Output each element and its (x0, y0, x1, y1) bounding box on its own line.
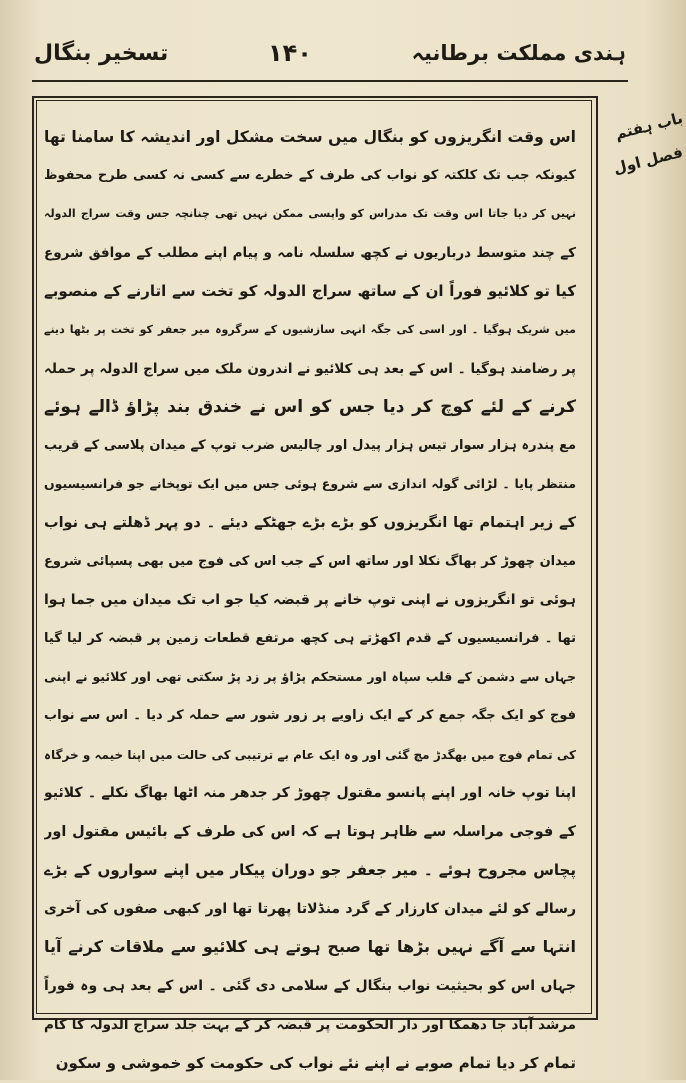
text-line: کرنے کے لئے کوچ کر دیا جس کو اس نے خندق بند پڑاؤ ڈالے ہوئے (44, 397, 576, 418)
page-header (34, 28, 626, 78)
text-line: میں شریک ہوگیا ۔ اور اسی کی جگہ انہی سازشیوں کے سرگروہ میر جعفر کو تخت پر بٹھا دینے (44, 322, 576, 336)
text-line: فوج کو ایک جگہ جمع کر کے ایک زاویے پر زور شور سے حملہ کر دیا ۔ اس سے نواب (44, 707, 576, 723)
text-line: جہاں سے دشمن کے قلب سپاہ اور مستحکم پڑاؤ پر زد پڑ سکتی تھی اور کلائیو نے اپنی (44, 669, 576, 685)
text-line: رسالے کو لئے میدان کارزار کے گرد منڈلاتا پھرتا تھا اور کبھی صفوں کی آخری (44, 900, 576, 917)
text-line: کی تمام فوج میں بھگدڑ مچ گئی اور وہ ایک عام بے ترتیبی کی حالت میں اپنا خیمہ و خرگاہ (44, 747, 576, 762)
margin-note (602, 108, 685, 178)
text-line: منتظر پایا ۔ لڑائی گولہ اندازی سے شروع ہوئی جس میں ایک توپخانے جو فرانسیسیوں (44, 476, 576, 492)
margin-section-label: فصل اول (611, 142, 685, 178)
margin-chapter-label: باب ہفتم (613, 108, 685, 144)
book-title: ہندی مملکت برطانیہ (411, 41, 626, 65)
text-line: مرشد آباد جا دھمکا اور دار الحکومت پر قبضہ کر کے بہت جلد سراج الدولہ کا کام (44, 1016, 576, 1033)
text-line: پر رضامند ہوگیا ۔ اس کے بعد ہی کلائیو نے اندرون ملک میں سراج الدولہ پر حملہ (44, 360, 576, 377)
text-line: کیا تو کلائیو فوراً ان کے ساتھ سراج الدولہ کو تخت سے اتارنے کے منصوبے (44, 282, 576, 301)
text-line: اپنا توپ خانہ اور اپنے پانسو مقتول چھوڑ کر جدھر منہ اٹھا بھاگ نکلے ۔ کلائیو (44, 785, 576, 802)
running-title: تسخیر بنگال (34, 40, 169, 66)
page-number: ۱۴۰ (267, 39, 312, 67)
text-line: انتہا سے آگے نہیں بڑھا تھا صبح ہوتے ہی کلائیو سے ملاقات کرنے آیا (44, 937, 576, 957)
text-line: کے زیر اہتمام تھا انگریزوں کو بڑے بڑے جھٹکے دیئے ۔ دو پہر ڈھلتے ہی نواب (44, 514, 576, 531)
text-line: کے چند متوسط درباریوں نے کچھ سلسلہ نامہ و پیام اپنے مطلب کے موافق شروع (44, 244, 576, 261)
text-line: اس وقت انگریزوں کو بنگال میں سخت مشکل اور اندیشہ کا سامنا تھا (44, 128, 576, 146)
text-line: پچاس مجروح ہوئے ۔ میر جعفر جو دوران پیکار میں اپنے سواروں کے بڑے (44, 861, 576, 880)
text-line: جہاں اس کو بحیثیت نواب بنگال کے سلامی دی گئی ۔ اس کے بعد ہی وہ فوراً (44, 978, 576, 995)
text-line: کے فوجی مراسلہ سے ظاہر ہوتا ہے کہ اس کی طرف کے بائیس مقتول اور (44, 823, 576, 840)
text-line: نہیں کر دیا جاتا اس وقت تک مدراس کو واپسی ممکن نہیں تھی چنانچہ جس وقت سراج الدولہ (44, 207, 576, 221)
text-line: تھا ۔ فرانسیسیوں کے قدم اکھڑتے ہی کچھ مرتفع قطعات زمین پر قبضہ کر لیا گیا (44, 630, 576, 646)
text-line: ہوئی تو انگریزوں نے اپنی توپ خانے پر قبضہ کیا جو اب تک میدان میں جما ہوا (44, 592, 576, 609)
text-line: مع پندرہ ہزار سوار تیس ہزار پیدل اور چالیس ضرب توپ کے میدان پلاسی کے قریب (44, 437, 576, 453)
header-rule (32, 80, 628, 82)
body-text (44, 118, 576, 1083)
text-line: تمام کر دیا تمام صوبے نے اپنے نئے نواب کی حکومت کو خموشی و سکون (55, 1054, 576, 1073)
text-line: کیونکہ جب تک کلکتہ کو نواب کی طرف کے خطرے سے کسی نہ کسی طرح محفوظ (44, 167, 576, 183)
text-line: میدان چھوڑ کر بھاگ نکلا اور ساتھ اس کے جب اس کی فوج میں بھی پسپائی شروع (44, 553, 576, 569)
